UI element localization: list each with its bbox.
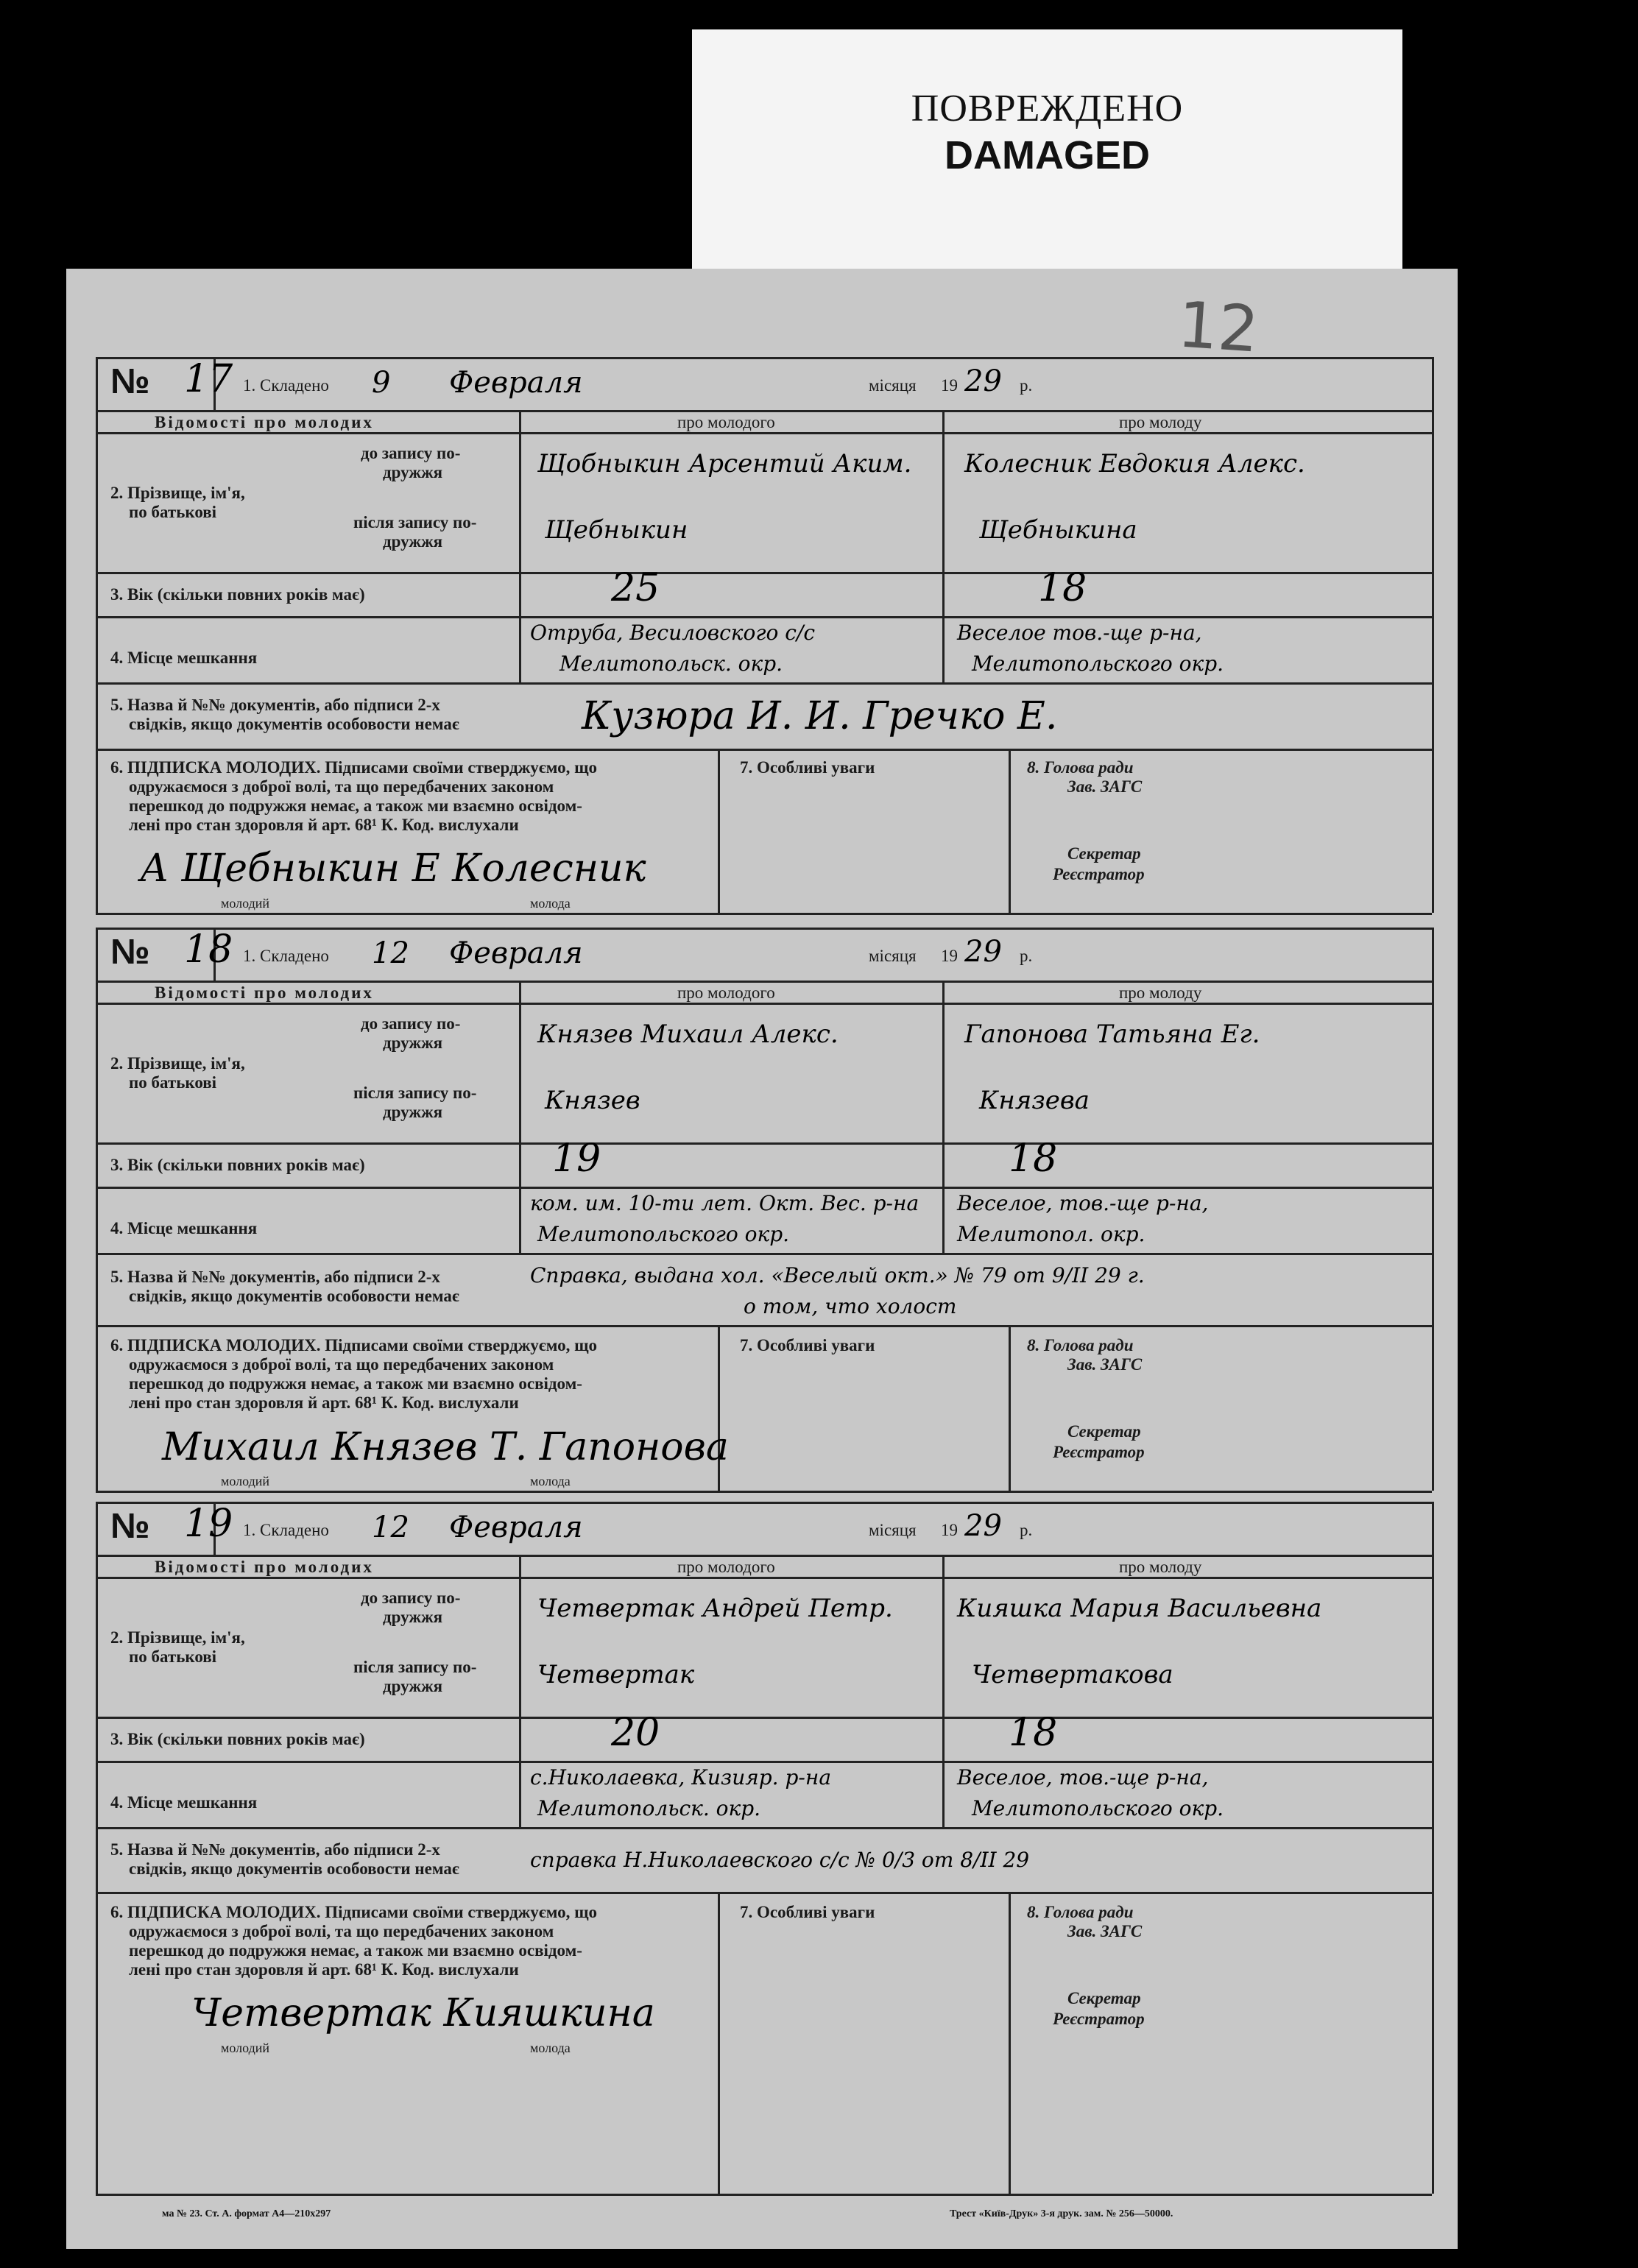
declaration-line-2: одружаємося з доброї волі, та що передбачених законом xyxy=(129,777,554,796)
groom-name-after: Четвертак xyxy=(537,1660,695,1689)
name-label: 2. Прізвище, ім'я, xyxy=(110,484,245,502)
record-month: Февраля xyxy=(449,936,583,970)
head-label: 8. Голова ради xyxy=(1027,1903,1134,1921)
record-no-sign: № xyxy=(110,1507,150,1546)
footer-form-code: ма № 23. Ст. А. формат А4—210х297 xyxy=(162,2208,331,2219)
bride-age: 18 xyxy=(1009,1137,1058,1181)
bride-word: молода xyxy=(530,1474,571,1488)
footer-printer: Трест «Київ-Друк» 3-я друк. зам. № 256—50000. xyxy=(950,2208,1173,2219)
name-label: 2. Прізвище, ім'я, xyxy=(110,1054,245,1073)
bride-age: 18 xyxy=(1009,1711,1058,1755)
declaration-line-1: 6. ПІДПИСКА МОЛОДИХ. Підписами своїми стверджуємо, що xyxy=(110,1903,598,1921)
couple-signatures: Михаил Князев Т. Гапонова xyxy=(162,1425,729,1469)
groom-residence-1: Отруба, Весиловского с/с xyxy=(530,621,816,645)
secretary-label: Секретар xyxy=(1067,1989,1141,2007)
groom-name-before: Четвертак Андрей Петр. xyxy=(537,1594,893,1623)
month-word: місяця xyxy=(869,1521,917,1539)
docs-label: 5. Назва й №№ документів, або підписи 2-х xyxy=(110,696,440,714)
bride-age: 18 xyxy=(1038,566,1087,610)
docs-label-2: свідків, якщо документів особовости немає xyxy=(129,1859,459,1878)
year-suffix: р. xyxy=(1020,376,1033,395)
registrar-label: Реєстратор xyxy=(1053,865,1145,883)
groom-residence-2: Мелитопольск. окр. xyxy=(537,1796,761,1820)
year-suffix: р. xyxy=(1020,947,1033,965)
name-label: 2. Прізвище, ім'я, xyxy=(110,1628,245,1647)
docs-label-2: свідків, якщо документів особовости немає xyxy=(129,715,459,733)
notes-label: 7. Особливі уваги xyxy=(740,1903,875,1921)
residence-label: 4. Місце мешкання xyxy=(110,1219,258,1237)
docs-label: 5. Назва й №№ документів, або підписи 2-х xyxy=(110,1268,440,1286)
head-label: 8. Голова ради xyxy=(1027,758,1134,777)
bride-header: про молоду xyxy=(1119,983,1202,1002)
info-header: Відомості про молодих xyxy=(155,413,374,431)
before-label-2: дружжя xyxy=(383,463,443,481)
groom-name-after: Князев xyxy=(545,1086,640,1115)
record-year: 29 xyxy=(964,1509,1002,1543)
declaration-line-3: перешкод до подружжя немає, а також ми взаємно освідом- xyxy=(129,1941,582,1960)
record-year: 29 xyxy=(964,935,1002,969)
age-label: 3. Вік (скільки повних років має) xyxy=(110,585,365,604)
groom-word: молодий xyxy=(221,2041,270,2055)
record-docs: Справка, выдана хол. «Веселый окт.» № 79 от 9/II 29 г. xyxy=(530,1263,1145,1287)
after-label: після запису по- xyxy=(353,1084,477,1102)
secretary-label: Секретар xyxy=(1067,1422,1141,1441)
bride-residence-1: Веселое, тов.-ще р-на, xyxy=(957,1765,1209,1790)
secretary-label: Секретар xyxy=(1067,844,1141,863)
year-suffix: р. xyxy=(1020,1521,1033,1539)
bride-word: молода xyxy=(530,896,571,911)
head-label: 8. Голова ради xyxy=(1027,1336,1134,1354)
marriage-record-19 xyxy=(96,1502,1432,2194)
before-label: до запису по- xyxy=(361,1589,461,1607)
bride-residence-2: Мелитопольского окр. xyxy=(972,1796,1224,1820)
year-prefix: 19 xyxy=(941,376,958,395)
bride-word: молода xyxy=(530,2041,571,2055)
groom-header: про молодого xyxy=(677,983,775,1002)
name-label-2: по батькові xyxy=(129,503,217,521)
registrar-label: Реєстратор xyxy=(1053,2010,1145,2028)
bride-name-after: Щебныкина xyxy=(979,515,1137,545)
groom-age: 19 xyxy=(552,1137,601,1181)
year-prefix: 19 xyxy=(941,1521,958,1539)
declaration-line-4: лені про стан здоровля й арт. 68¹ К. Код. вислухали xyxy=(129,816,519,834)
groom-residence-1: ком. им. 10-ти лет. Окт. Вес. р-на xyxy=(530,1191,919,1215)
record-no-sign: № xyxy=(110,933,150,972)
bride-residence-2: Мелитопольского окр. xyxy=(972,651,1224,676)
record-number: 19 xyxy=(184,1502,233,1546)
register-page xyxy=(66,269,1458,2249)
marriage-record-17 xyxy=(96,357,1432,913)
docs-label: 5. Назва й №№ документів, або підписи 2-х xyxy=(110,1840,440,1859)
record-number: 18 xyxy=(184,928,233,972)
record-month: Февраля xyxy=(449,1511,583,1544)
zags-label: Зав. ЗАГС xyxy=(1067,777,1143,796)
record-day: 12 xyxy=(372,936,409,970)
name-label-2: по батькові xyxy=(129,1647,217,1666)
groom-name-before: Щобныкин Арсентий Аким. xyxy=(537,449,912,478)
year-prefix: 19 xyxy=(941,947,958,965)
declaration-line-2: одружаємося з доброї волі, та що передбачених законом xyxy=(129,1922,554,1940)
after-label: після запису по- xyxy=(353,1658,477,1676)
before-label: до запису по- xyxy=(361,444,461,462)
composed-label: 1. Складено xyxy=(243,947,329,965)
age-label: 3. Вік (скільки повних років має) xyxy=(110,1156,365,1174)
bride-residence-1: Веселое тов.-ще р-на, xyxy=(957,621,1202,645)
declaration-line-1: 6. ПІДПИСКА МОЛОДИХ. Підписами своїми стверджуємо, що xyxy=(110,1336,598,1354)
damaged-label-en: DAMAGED xyxy=(945,133,1150,177)
groom-header: про молодого xyxy=(677,1558,775,1576)
notes-label: 7. Особливі уваги xyxy=(740,1336,875,1354)
record-day: 9 xyxy=(372,366,391,400)
declaration-line-2: одружаємося з доброї волі, та що передбачених законом xyxy=(129,1355,554,1374)
marriage-record-18 xyxy=(96,928,1432,1491)
declaration-line-3: перешкод до подружжя немає, а також ми взаємно освідом- xyxy=(129,796,582,815)
after-label-2: дружжя xyxy=(383,1103,443,1121)
bride-name-after: Четвертакова xyxy=(972,1660,1173,1689)
zags-label: Зав. ЗАГС xyxy=(1067,1922,1143,1940)
before-label: до запису по- xyxy=(361,1014,461,1033)
docs-label-2: свідків, якщо документів особовости немає xyxy=(129,1287,459,1305)
after-label: після запису по- xyxy=(353,513,477,531)
groom-residence-2: Мелитопольск. окр. xyxy=(559,651,783,676)
record-day: 12 xyxy=(372,1511,409,1544)
record-month: Февраля xyxy=(449,366,583,400)
bride-name-after: Князева xyxy=(979,1086,1090,1115)
groom-word: молодий xyxy=(221,1474,270,1488)
zags-label: Зав. ЗАГС xyxy=(1067,1355,1143,1374)
groom-age: 20 xyxy=(611,1711,660,1755)
bride-header: про молоду xyxy=(1119,413,1202,431)
groom-residence-1: с.Николаевка, Кизияр. р-на xyxy=(530,1765,832,1790)
couple-signatures: А Щебныкин Е Колесник xyxy=(140,847,646,891)
couple-signatures: Четвертак Кияшкина xyxy=(191,1991,655,2035)
record-docs: Кузюра И. И. Гречко Е. xyxy=(582,694,1058,738)
residence-label: 4. Місце мешкання xyxy=(110,1793,258,1812)
age-label: 3. Вік (скільки повних років має) xyxy=(110,1730,365,1748)
before-label-2: дружжя xyxy=(383,1608,443,1626)
bride-name-before: Кияшка Мария Васильевна xyxy=(957,1594,1322,1623)
composed-label: 1. Складено xyxy=(243,1521,329,1539)
after-label-2: дружжя xyxy=(383,1677,443,1695)
month-word: місяця xyxy=(869,376,917,395)
damaged-label-card xyxy=(692,29,1402,276)
damaged-label-ru: ПОВРЕЖДЕНО xyxy=(911,88,1184,130)
bride-name-before: Гапонова Татьяна Ег. xyxy=(964,1020,1260,1049)
groom-word: молодий xyxy=(221,896,270,911)
before-label-2: дружжя xyxy=(383,1034,443,1052)
declaration-line-4: лені про стан здоровля й арт. 68¹ К. Код. вислухали xyxy=(129,1960,519,1979)
record-docs: справка Н.Николаевского с/с № 0/3 от 8/II 29 xyxy=(530,1848,1030,1872)
groom-header: про молодого xyxy=(677,413,775,431)
info-header: Відомості про молодих xyxy=(155,1558,374,1576)
record-year: 29 xyxy=(964,364,1002,398)
record-docs-2: о том, что холост xyxy=(744,1294,957,1318)
bride-residence-2: Мелитопол. окр. xyxy=(957,1222,1145,1246)
bride-header: про молоду xyxy=(1119,1558,1202,1576)
after-label-2: дружжя xyxy=(383,532,443,551)
residence-label: 4. Місце мешкання xyxy=(110,649,258,667)
record-number: 17 xyxy=(184,357,233,401)
record-no-sign: № xyxy=(110,362,150,401)
name-label-2: по батькові xyxy=(129,1073,217,1092)
page-number: 12 xyxy=(1175,288,1261,367)
registrar-label: Реєстратор xyxy=(1053,1443,1145,1461)
groom-age: 25 xyxy=(611,566,660,610)
composed-label: 1. Складено xyxy=(243,376,329,395)
bride-residence-1: Веселое, тов.-ще р-на, xyxy=(957,1191,1209,1215)
groom-residence-2: Мелитопольского окр. xyxy=(537,1222,790,1246)
bride-name-before: Колесник Евдокия Алекс. xyxy=(964,449,1305,478)
info-header: Відомості про молодих xyxy=(155,983,374,1002)
declaration-line-3: перешкод до подружжя немає, а також ми взаємно освідом- xyxy=(129,1374,582,1393)
groom-name-after: Щебныкин xyxy=(545,515,688,545)
month-word: місяця xyxy=(869,947,917,965)
groom-name-before: Князев Михаил Алекс. xyxy=(537,1020,839,1049)
notes-label: 7. Особливі уваги xyxy=(740,758,875,777)
declaration-line-1: 6. ПІДПИСКА МОЛОДИХ. Підписами своїми стверджуємо, що xyxy=(110,758,598,777)
declaration-line-4: лені про стан здоровля й арт. 68¹ К. Код. вислухали xyxy=(129,1393,519,1412)
